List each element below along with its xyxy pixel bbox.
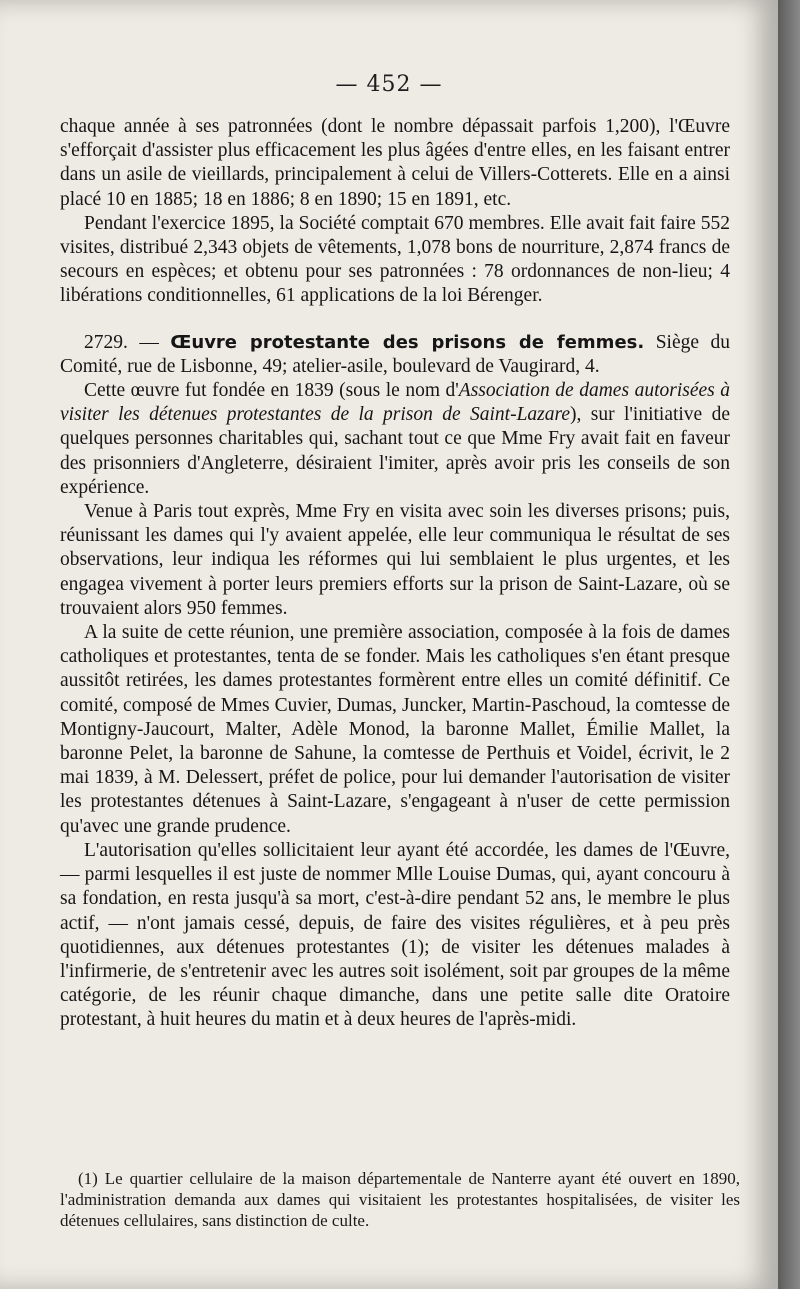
section-entry: [60, 331, 730, 379]
association-name: Association de dames autorisées à visiter les détenues protestantes de la prison de Saint-Lazare: [60, 380, 730, 426]
section-title: Œuvre protestante des prisons de femmes.: [170, 331, 645, 353]
paragraph-foundation: [60, 379, 730, 500]
paragraph-continuation: chaque année à ses patronnées (dont le nombre dépassait parfois 1,200), l'Œuvre s'efforçait d'assister plus efficacement les plus âgées d'entre elles, en les faisant entrer dans un asile de vieillards, principalement à celui de Villers-Cotterets. Elle en a ainsi placé 10 en 1885; 18 en 1886; 8 en 1890; 15 en 1891, etc.: [60, 116, 730, 210]
foundation-text-end: ), sur l'initiative de quelques personnes charitables qui, sachant tout ce que Mme Fry avait fait en faveur des prisonniers d'Angleterre, désiraient l'imiter, après avoir pris les conseils de son expérience.: [60, 404, 730, 498]
page-number: — 452 —: [335, 72, 443, 97]
paragraph-mme-fry: Venue à Paris tout exprès, Mme Fry en visita avec soin les diverses prisons; puis, réunissant les dames qui l'y avaient appelée, elle leur communiqua le résultat de ses observations, leur indiqua les réformes qui lui semblaient le plus urgentes, et les engagea vivement à porter leurs premiers efforts sur la prison de Saint-Lazare, où se trouvaient alors 950 femmes.: [60, 501, 730, 619]
section-intro: Siège du Comité, rue de Lisbonne, 49; atelier-asile, boulevard de Vaugirard, 4.: [60, 331, 731, 377]
foundation-text-start: Cette œuvre fut fondée en 1839 (sous le nom d': [84, 380, 459, 402]
paragraph-committee: A la suite de cette réunion, une première association, composée à la fois de dames catholiques et protestantes, tenta de se fonder. Mais les catholiques s'en étant presque aussitôt retirées, les dames protestantes formèrent entre elles un comité définitif. Ce comité, composé de Mmes Cuvier, Dumas, Juncker, Martin-Paschoud, la comtesse de Montigny-Jaucourt, Malter, Adèle Monod, la baronne Mallet, Émilie Mallet, la baronne Pelet, la baronne de Sahune, la comtesse de Perthuis et Voidel, écrivit, le 2 mai 1839, à M. Delessert, préfet de police, pour lui demander l'autorisation de visiter les protestantes détenues à Saint-Lazare, s'engageant à n'user de cette permission qu'avec une grande prudence.: [60, 622, 730, 837]
section-number: 2729. —: [84, 331, 159, 353]
page-edge-shadow: [778, 0, 800, 1289]
footnote: (1) Le quartier cellulaire de la maison départementale de Nanterre ayant été ouvert en 1890, l'administration demanda aux dames qui visitaient les protestantes hospitalisées, de visiter les détenues cellulaires, sans distinction de culte.: [60, 1169, 740, 1230]
page-body: [60, 115, 730, 1033]
paragraph-authorisation: L'autorisation qu'elles sollicitaient leur ayant été accordée, les dames de l'Œuvre, — parmi lesquelles il est juste de nommer Mlle Louise Dumas, qui, ayant concouru à sa fondation, en resta jusqu'à sa mort, c'est-à-dire pendant 52 ans, le membre le plus actif, — n'ont jamais cessé, depuis, de faire des visites régulières, et à peu près quotidiennes, aux détenues protestantes (1); de visiter les détenues malades à l'infirmerie, de s'entretenir avec les autres soit isolément, soit par groupes de la même catégorie, de les réunir chaque dimanche, dans une petite salle dite Oratoire protestant, à huit heures du matin et à deux heures de l'après-midi.: [60, 839, 730, 1031]
paragraph-statistics: Pendant l'exercice 1895, la Société comptait 670 membres. Elle avait fait faire 552 visites, distribué 2,343 objets de vêtements, 1,078 bons de nourriture, 2,874 francs de secours en espèces; et obtenu pour ses patronnées : 78 ordonnances de non-lieu; 4 libérations conditionnelles, 61 applications de la loi Bérenger.: [60, 212, 730, 307]
